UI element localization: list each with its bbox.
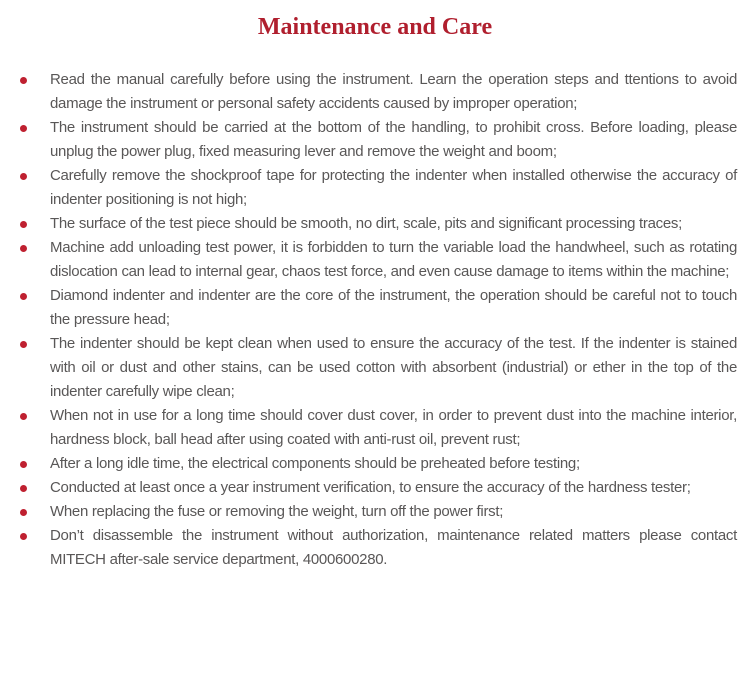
bullet-icon (20, 77, 27, 84)
list-item-text: Read the manual carefully before using the instrument. Learn the operation steps and ttentions to avoid damage the instrument or personal safety accidents caused by improper operation; (50, 71, 737, 112)
list-item (20, 476, 737, 500)
list-item-text: When replacing the fuse or removing the weight, turn off the power first; (50, 503, 504, 520)
list-item-text: Carefully remove the shockproof tape for protecting the indenter when installed otherwise the accuracy of indenter positioning is not high; (50, 167, 737, 208)
bullet-icon (20, 293, 27, 300)
maintenance-list (0, 68, 737, 572)
list-item (20, 116, 737, 164)
list-item-text: The indenter should be kept clean when used to ensure the accuracy of the test. If the indenter is stained with oil or dust and other stains, can be used cotton with absorbent (industrial) or ether in the top of the indenter carefully wipe clean; (50, 335, 737, 400)
list-item (20, 524, 737, 572)
list-item-text: Machine add unloading test power, it is forbidden to turn the variable load the handwheel, such as rotating dislocation can lead to internal gear, chaos test force, and even cause damage to items within the machine; (50, 239, 737, 280)
list-item-text: After a long idle time, the electrical components should be preheated before testing; (50, 455, 580, 472)
list-item (20, 500, 737, 524)
bullet-icon (20, 245, 27, 252)
list-item-text: The surface of the test piece should be smooth, no dirt, scale, pits and significant processing traces; (50, 215, 682, 232)
list-item (20, 236, 737, 284)
bullet-icon (20, 509, 27, 516)
bullet-icon (20, 461, 27, 468)
list-item (20, 404, 737, 452)
bullet-icon (20, 413, 27, 420)
bullet-icon (20, 173, 27, 180)
list-item (20, 332, 737, 404)
list-item-text: When not in use for a long time should cover dust cover, in order to prevent dust into the machine interior, hardness block, ball head after using coated with anti-rust oil, prevent rust; (50, 407, 737, 448)
bullet-icon (20, 485, 27, 492)
list-item-text: Conducted at least once a year instrument verification, to ensure the accuracy of the hardness tester; (50, 479, 691, 496)
bullet-icon (20, 341, 27, 348)
list-item (20, 212, 737, 236)
list-item (20, 284, 737, 332)
list-item (20, 452, 737, 476)
bullet-icon (20, 221, 27, 228)
list-item-text: Don’t disassemble the instrument without authorization, maintenance related matters please contact MITECH after-sale service department, 4000600280. (50, 527, 737, 568)
bullet-icon (20, 125, 27, 132)
list-item (20, 68, 737, 116)
bullet-icon (20, 533, 27, 540)
list-item-text: Diamond indenter and indenter are the core of the instrument, the operation should be careful not to touch the pressure head; (50, 287, 737, 328)
list-item-text: The instrument should be carried at the bottom of the handling, to prohibit cross. Before loading, please unplug the power plug, fixed measuring lever and remove the weight and boom; (50, 119, 737, 160)
list-item (20, 164, 737, 212)
page-title: Maintenance and Care (257, 14, 493, 40)
